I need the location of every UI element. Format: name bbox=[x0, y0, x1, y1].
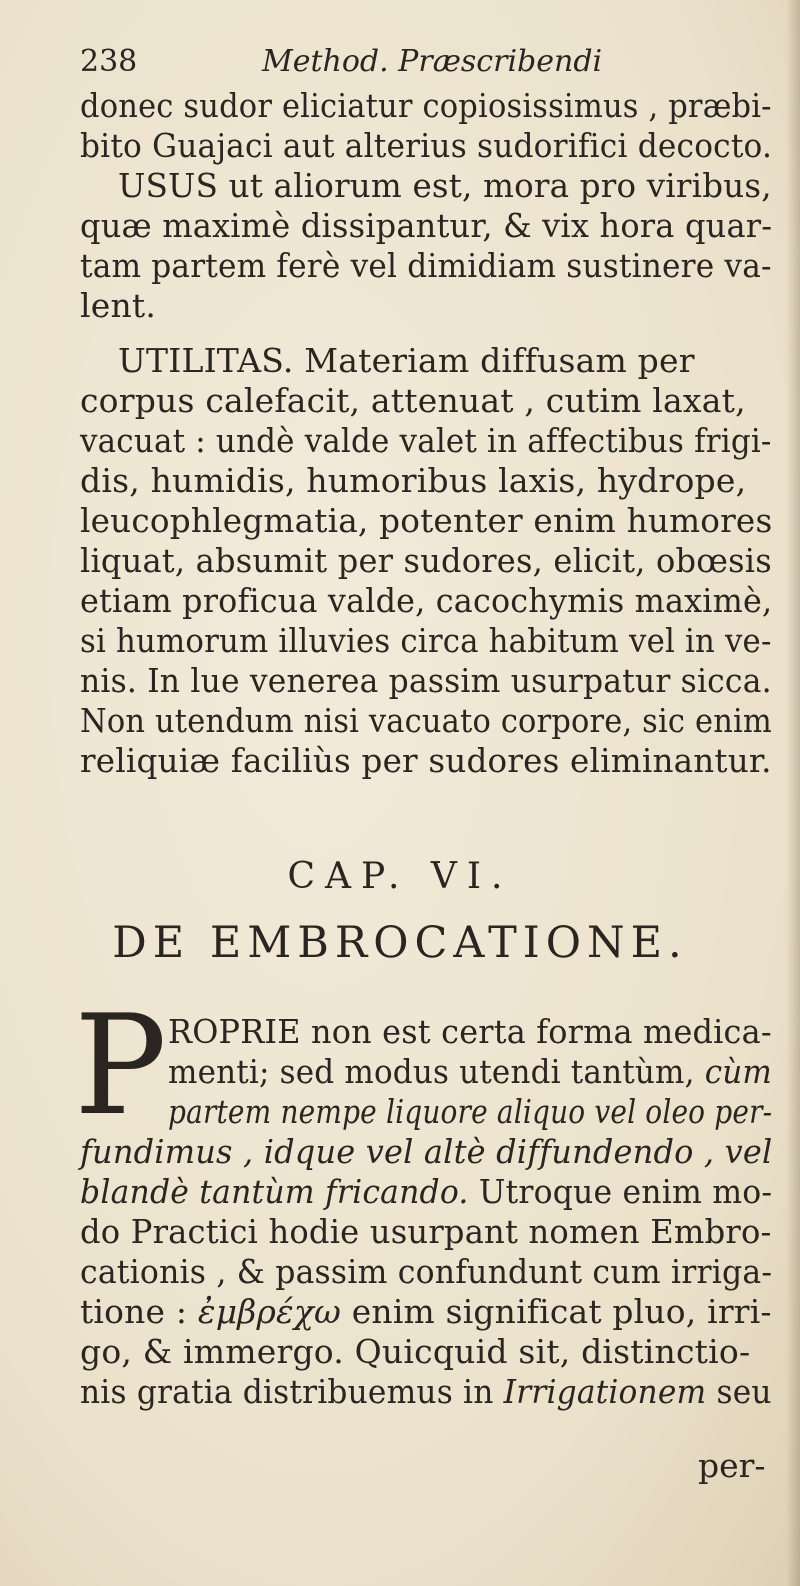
section-text: seu bbox=[716, 1372, 772, 1411]
page-number: 238 bbox=[80, 44, 138, 79]
section-italic-text: cùm bbox=[704, 1052, 773, 1091]
body-line: Non utendum nisi vacuato corpore, sic enim bbox=[80, 701, 772, 740]
body-line: donec sudor eliciatur copiosissimus , præbi- bbox=[80, 86, 772, 125]
body-line: leucophlegmatia, potenter enim humores bbox=[80, 501, 773, 540]
body-line: reliquiæ faciliùs per sudores eliminantur. bbox=[80, 741, 772, 780]
body-line: bito Guajaci aut alterius sudorifici decocto. bbox=[80, 126, 773, 165]
body-line: USUS ut aliorum est, mora pro viribus, bbox=[118, 166, 772, 205]
section-text: nis gratia distribuemus in bbox=[80, 1372, 494, 1411]
body-line: corpus calefacit, attenuat , cutim laxat, bbox=[80, 381, 746, 420]
section-line: go, & immergo. Quicquid sit, distinctio- bbox=[80, 1332, 751, 1371]
section-italic-text: Irrigationem bbox=[503, 1372, 707, 1411]
section-line: fundimus , idque vel altè diffundendo , vel bbox=[80, 1132, 773, 1171]
drop-cap: P bbox=[74, 985, 167, 1146]
section-line bbox=[168, 1052, 772, 1092]
section-text: Utroque enim mo- bbox=[478, 1172, 773, 1211]
body-line: quæ maximè dissipantur, & vix hora quar- bbox=[80, 206, 773, 245]
body-line: vacuat : undè valde valet in affectibus frigi- bbox=[80, 421, 772, 460]
section-line bbox=[80, 1292, 772, 1332]
chapter-title: DE EMBROCATIONE. bbox=[112, 918, 688, 968]
catchword: per- bbox=[698, 1446, 766, 1485]
section-text: tione : bbox=[80, 1292, 188, 1331]
body-line: dis, humidis, humoribus laxis, hydrope, bbox=[80, 461, 747, 500]
body-line: si humorum illuvies circa habitum vel in ve- bbox=[80, 621, 772, 660]
body-line: liquat, absumit per sudores, elicit, obœsis bbox=[80, 541, 772, 580]
body-line: lent. bbox=[80, 286, 157, 325]
section-line: cationis , & passim confundunt cum irriga- bbox=[80, 1252, 773, 1291]
section-line: ROPRIE non est certa forma medica- bbox=[168, 1012, 772, 1051]
section-text: enim significat pluo, irri- bbox=[351, 1292, 772, 1331]
chapter-label: CAP. VI. bbox=[287, 856, 513, 897]
body-line: etiam proficua valde, cacochymis maximè, bbox=[80, 581, 773, 620]
section-text: menti; sed modus utendi tantùm, bbox=[168, 1052, 695, 1091]
section-line: partem nempe liquore aliquo vel oleo per- bbox=[168, 1092, 773, 1131]
page-edge-shadow bbox=[786, 0, 800, 1586]
section-line bbox=[80, 1172, 772, 1212]
greek-word: ἐμβρέχω bbox=[197, 1292, 342, 1331]
section-line: do Practici hodie usurpant nomen Embro- bbox=[80, 1212, 772, 1251]
body-line: tam partem ferè vel dimidiam sustinere va- bbox=[80, 246, 772, 285]
section-italic-text: blandè tantùm fricando. bbox=[80, 1172, 469, 1211]
running-title: Method. Præscribendi bbox=[262, 44, 603, 79]
body-line: UTILITAS. Materiam diffusam per bbox=[118, 341, 695, 380]
section-line bbox=[80, 1372, 772, 1412]
body-line: nis. In lue venerea passim usurpatur sicca. bbox=[80, 661, 772, 700]
